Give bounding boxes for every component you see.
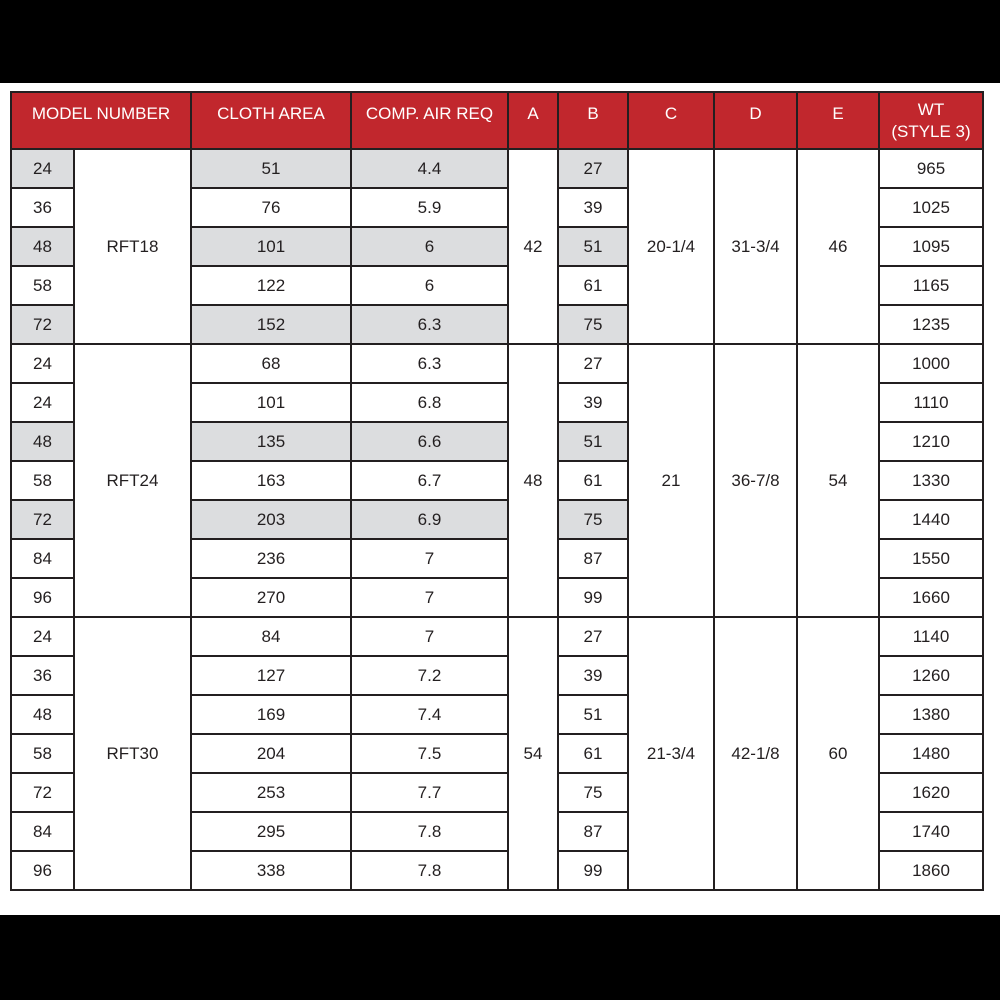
header-c: C: [628, 92, 714, 149]
comp-air-cell: 7.4: [351, 695, 508, 734]
dim-a-cell: 48: [508, 344, 558, 617]
dim-c-cell: 20-1/4: [628, 149, 714, 344]
weight-cell: 1110: [879, 383, 983, 422]
dim-b-cell: 87: [558, 812, 628, 851]
header-a: A: [508, 92, 558, 149]
weight-cell: 1620: [879, 773, 983, 812]
weight-cell: 1000: [879, 344, 983, 383]
model-cell: RFT18: [74, 149, 191, 344]
size-cell: 72: [11, 500, 74, 539]
dim-b-cell: 99: [558, 578, 628, 617]
comp-air-cell: 7.8: [351, 851, 508, 890]
dim-b-cell: 51: [558, 695, 628, 734]
dim-a-cell: 42: [508, 149, 558, 344]
size-cell: 58: [11, 461, 74, 500]
dim-b-cell: 27: [558, 344, 628, 383]
dim-b-cell: 51: [558, 227, 628, 266]
header-comp-air-req: COMP. AIR REQ: [351, 92, 508, 149]
header-cloth-area: CLOTH AREA: [191, 92, 351, 149]
weight-cell: 1025: [879, 188, 983, 227]
size-cell: 96: [11, 578, 74, 617]
weight-cell: 1860: [879, 851, 983, 890]
cloth-area-cell: 101: [191, 383, 351, 422]
cloth-area-cell: 51: [191, 149, 351, 188]
size-cell: 24: [11, 149, 74, 188]
size-cell: 48: [11, 422, 74, 461]
comp-air-cell: 5.9: [351, 188, 508, 227]
dim-e-cell: 60: [797, 617, 879, 890]
size-cell: 96: [11, 851, 74, 890]
cloth-area-cell: 295: [191, 812, 351, 851]
comp-air-cell: 6.8: [351, 383, 508, 422]
model-spec-table: [10, 91, 984, 891]
comp-air-cell: 4.4: [351, 149, 508, 188]
size-cell: 72: [11, 305, 74, 344]
weight-cell: 1260: [879, 656, 983, 695]
cloth-area-cell: 127: [191, 656, 351, 695]
cloth-area-cell: 204: [191, 734, 351, 773]
comp-air-cell: 7: [351, 578, 508, 617]
dim-b-cell: 27: [558, 149, 628, 188]
weight-cell: 1235: [879, 305, 983, 344]
header-wt: [879, 92, 983, 149]
comp-air-cell: 7.2: [351, 656, 508, 695]
comp-air-cell: 6.3: [351, 344, 508, 383]
dim-b-cell: 39: [558, 383, 628, 422]
header-wt-line2: (STYLE 3): [891, 122, 971, 141]
weight-cell: 1480: [879, 734, 983, 773]
weight-cell: 1440: [879, 500, 983, 539]
dim-b-cell: 61: [558, 266, 628, 305]
header-model-number: MODEL NUMBER: [11, 92, 191, 149]
dim-c-cell: 21: [628, 344, 714, 617]
size-cell: 58: [11, 734, 74, 773]
cloth-area-cell: 84: [191, 617, 351, 656]
cloth-area-cell: 152: [191, 305, 351, 344]
cloth-area-cell: 135: [191, 422, 351, 461]
comp-air-cell: 6.7: [351, 461, 508, 500]
size-cell: 84: [11, 539, 74, 578]
weight-cell: 1740: [879, 812, 983, 851]
cloth-area-cell: 253: [191, 773, 351, 812]
size-cell: 24: [11, 344, 74, 383]
weight-cell: 1380: [879, 695, 983, 734]
cloth-area-cell: 76: [191, 188, 351, 227]
dim-d-cell: 42-1/8: [714, 617, 797, 890]
weight-cell: 1210: [879, 422, 983, 461]
model-cell: RFT24: [74, 344, 191, 617]
cloth-area-cell: 122: [191, 266, 351, 305]
dim-b-cell: 39: [558, 188, 628, 227]
size-cell: 84: [11, 812, 74, 851]
comp-air-cell: 7: [351, 539, 508, 578]
header-wt-line1: WT: [917, 100, 945, 119]
comp-air-cell: 7.5: [351, 734, 508, 773]
dim-b-cell: 61: [558, 461, 628, 500]
dim-b-cell: 99: [558, 851, 628, 890]
dim-e-cell: 46: [797, 149, 879, 344]
weight-cell: 1095: [879, 227, 983, 266]
cloth-area-cell: 101: [191, 227, 351, 266]
size-cell: 58: [11, 266, 74, 305]
cloth-area-cell: 163: [191, 461, 351, 500]
weight-cell: 1330: [879, 461, 983, 500]
size-cell: 48: [11, 695, 74, 734]
dim-b-cell: 87: [558, 539, 628, 578]
dim-b-cell: 51: [558, 422, 628, 461]
spec-sheet: [0, 83, 1000, 915]
size-cell: 24: [11, 383, 74, 422]
dim-b-cell: 39: [558, 656, 628, 695]
comp-air-cell: 6: [351, 227, 508, 266]
weight-cell: 1165: [879, 266, 983, 305]
size-cell: 36: [11, 656, 74, 695]
cloth-area-cell: 236: [191, 539, 351, 578]
comp-air-cell: 7.8: [351, 812, 508, 851]
table-row: [11, 344, 983, 383]
model-cell: RFT30: [74, 617, 191, 890]
cloth-area-cell: 169: [191, 695, 351, 734]
dim-d-cell: 31-3/4: [714, 149, 797, 344]
header-e: E: [797, 92, 879, 149]
header-b: B: [558, 92, 628, 149]
size-cell: 24: [11, 617, 74, 656]
dim-b-cell: 75: [558, 305, 628, 344]
dim-b-cell: 75: [558, 500, 628, 539]
weight-cell: 1140: [879, 617, 983, 656]
dim-b-cell: 75: [558, 773, 628, 812]
weight-cell: 965: [879, 149, 983, 188]
size-cell: 48: [11, 227, 74, 266]
size-cell: 36: [11, 188, 74, 227]
weight-cell: 1550: [879, 539, 983, 578]
comp-air-cell: 6.9: [351, 500, 508, 539]
table-row: [11, 617, 983, 656]
cloth-area-cell: 338: [191, 851, 351, 890]
comp-air-cell: 7.7: [351, 773, 508, 812]
header-d: D: [714, 92, 797, 149]
comp-air-cell: 6.6: [351, 422, 508, 461]
comp-air-cell: 6: [351, 266, 508, 305]
dim-b-cell: 27: [558, 617, 628, 656]
cloth-area-cell: 270: [191, 578, 351, 617]
header-row: [11, 92, 983, 149]
comp-air-cell: 6.3: [351, 305, 508, 344]
dim-c-cell: 21-3/4: [628, 617, 714, 890]
table-row: [11, 149, 983, 188]
dim-e-cell: 54: [797, 344, 879, 617]
weight-cell: 1660: [879, 578, 983, 617]
dim-b-cell: 61: [558, 734, 628, 773]
table-body: [11, 149, 983, 890]
dim-a-cell: 54: [508, 617, 558, 890]
cloth-area-cell: 68: [191, 344, 351, 383]
comp-air-cell: 7: [351, 617, 508, 656]
size-cell: 72: [11, 773, 74, 812]
dim-d-cell: 36-7/8: [714, 344, 797, 617]
cloth-area-cell: 203: [191, 500, 351, 539]
